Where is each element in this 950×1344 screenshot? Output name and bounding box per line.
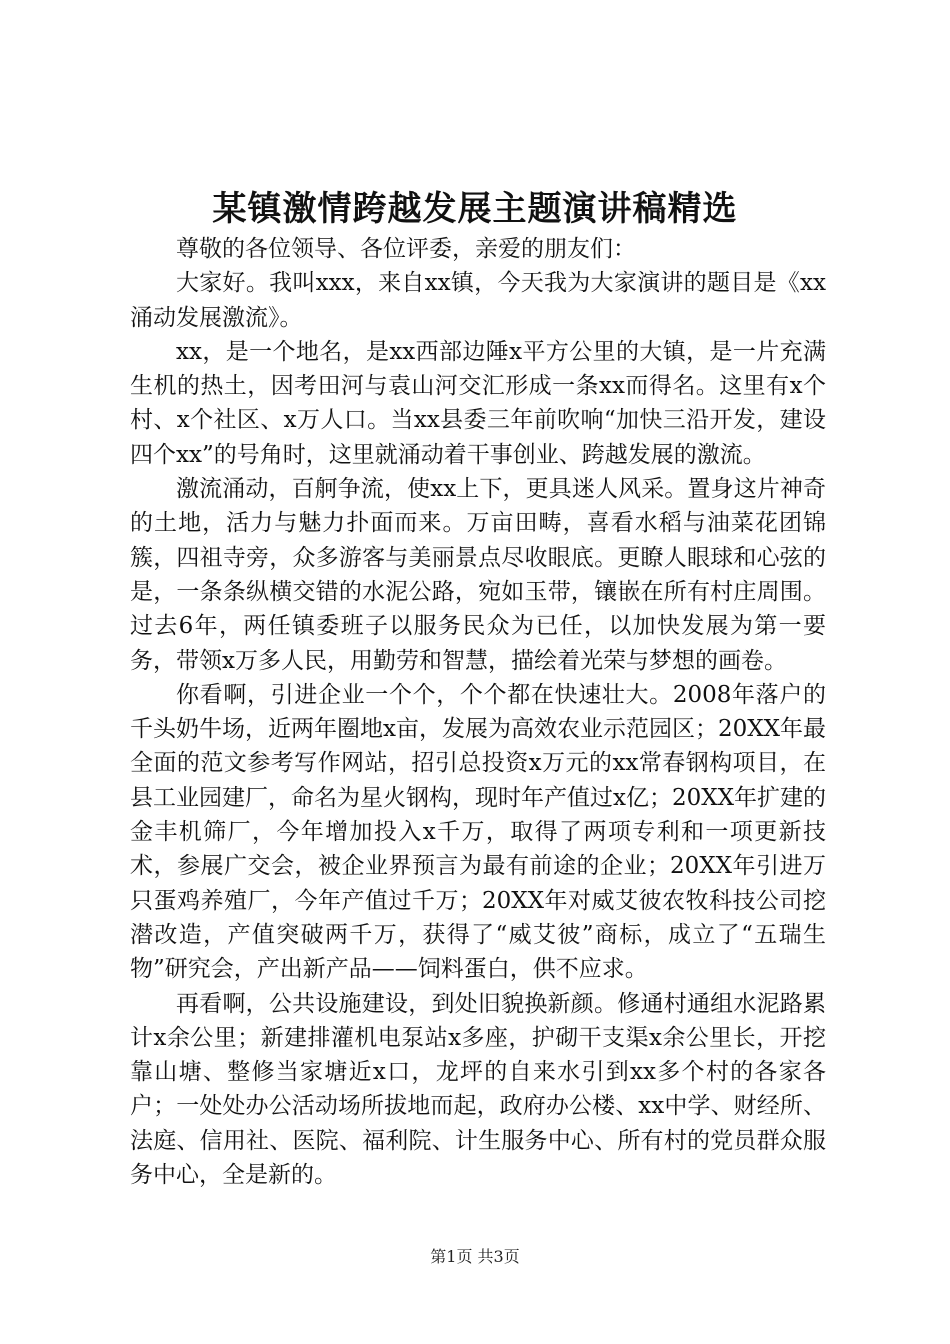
paragraph-salutation: 尊敬的各位领导、各位评委，亲爱的朋友们：: [176, 236, 636, 262]
page-number-footer: 第1页 共3页: [430, 1247, 520, 1266]
paragraph-enterprises: 你看啊，引进企业一个个，个个都在快速壮大。2008年落户的千头奶牛场，近两年圈地x亩，发展为高效农业示范园区；20XX年最全面的范文参考写作网站，招引总投资x万元的xx常春钢构项目，在县工业园建厂，命名为星火钢构，现时年产值过x亿；20XX年扩建的金丰机筛厂，今年增加投入x千万，取得了两项专利和一项更新技术，参展广交会，被企业界预言为最有前途的企业；20XX年引进万只蛋鸡养殖厂，今年产值过千万；20XX年对威艾彼农牧科技公司挖潜改造，产值突破两千万，获得了“威艾彼”商标，成立了“五瑞生物”研究会，产出新产品——饲料蛋白，供不应求。: [130, 681, 826, 983]
document-body: [130, 232, 826, 1192]
paragraph-introduction: 大家好。我叫xxx，来自xx镇，今天我为大家演讲的题目是《xx涌动发展激流》。: [130, 270, 826, 331]
paragraph-public-facilities: 再看啊，公共设施建设，到处旧貌换新颜。修通村通组水泥路累计x余公里；新建排灌机电泵站x多座，护砌干支渠x余公里长，开挖靠山塘、整修当家塘近x口，龙坪的自来水引到xx多个村的各家各户；一处处办公活动场所拔地而起，政府办公楼、xx中学、财经所、法庭、信用社、医院、福利院、计生服务中心、所有村的党员群众服务中心，全是新的。: [130, 990, 826, 1189]
paragraph-scenery: 激流涌动，百舸争流，使xx上下，更具迷人风采。置身这片神奇的土地，活力与魅力扑面而来。万亩田畴，喜看水稻与油菜花团锦簇，四祖寺旁，众多游客与美丽景点尽收眼底。更瞭人眼球和心弦的是，一条条纵横交错的水泥公路，宛如玉带，镶嵌在所有村庄周围。过去6年，两任镇委班子以服务民众为已任，以加快发展为第一要务，带领x万多人民，用勤劳和智慧，描绘着光荣与梦想的画卷。: [130, 476, 826, 674]
paragraph-town-overview: xx，是一个地名，是xx西部边陲x平方公里的大镇，是一片充满生机的热土，因考田河与袁山河交汇形成一条xx而得名。这里有x个村、x个社区、x万人口。当xx县委三年前吹响“加快三沿开发，建设四个xx”的号角时，这里就涌动着干事创业、跨越发展的激流。: [130, 338, 826, 468]
document-title: 某镇激情跨越发展主题演讲稿精选: [212, 189, 738, 229]
